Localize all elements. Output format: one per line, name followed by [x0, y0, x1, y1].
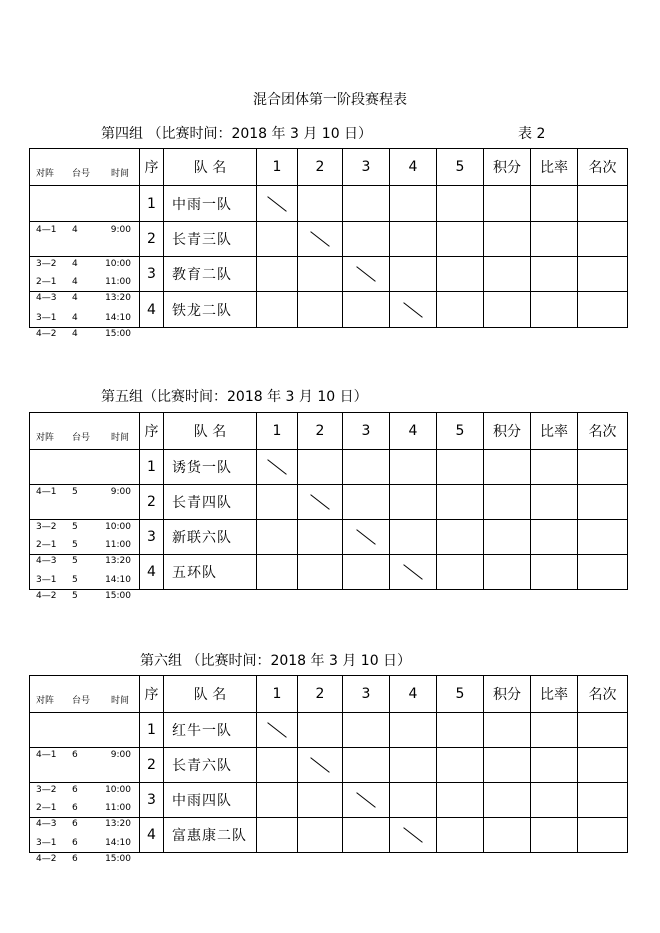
diagonal-cell: [298, 748, 343, 783]
match-info-cell: 4—1 5 9:00: [30, 450, 140, 485]
header-row: [30, 413, 628, 450]
round-header: 4: [390, 676, 437, 713]
ratio-header: 比率: [531, 413, 578, 450]
group-heading: 第六组 （比赛时间：2018 年 3 月 10 日）: [140, 653, 412, 669]
match-info-header: 对阵 台号 时间: [30, 413, 140, 450]
schedule-table: [29, 148, 628, 339]
table-label: 表 2: [518, 126, 546, 142]
match-info-cell: 3—1 4 14:10 4—2 4 15:00: [30, 292, 140, 328]
round-header: 5: [437, 676, 484, 713]
team-name: 诱货一队: [164, 450, 257, 485]
round-header: 3: [343, 149, 390, 186]
team-header: 队 名: [164, 676, 257, 713]
ratio-header: 比率: [531, 676, 578, 713]
team-name: 长青三队: [164, 222, 257, 257]
seq-cell: 4: [140, 818, 164, 853]
ratio-header: 比率: [531, 149, 578, 186]
seq-header: 序: [140, 676, 164, 713]
round-header: 2: [298, 676, 343, 713]
match-info-cell: 3—1 6 14:10 4—2 6 15:00: [30, 818, 140, 853]
round-header: 3: [343, 676, 390, 713]
team-name: 中雨一队: [164, 186, 257, 222]
seq-header: 序: [140, 149, 164, 186]
diagonal-cell: [298, 485, 343, 520]
team-header: 队 名: [164, 149, 257, 186]
round-header: 1: [257, 676, 298, 713]
diagonal-cell: [390, 555, 437, 590]
points-header: 积分: [484, 149, 531, 186]
round-header: 5: [437, 413, 484, 450]
rank-header: 名次: [578, 413, 628, 450]
team-name: 富惠康二队: [164, 818, 257, 853]
rank-header: 名次: [578, 676, 628, 713]
table-row: [30, 713, 628, 748]
round-header: 5: [437, 149, 484, 186]
round-header: 2: [298, 413, 343, 450]
team-name: 中雨四队: [164, 783, 257, 818]
seq-cell: 1: [140, 186, 164, 222]
match-info-cell: 2—1 6 11:00 4—3 6 13:20: [30, 783, 140, 818]
group-heading: 第四组 （比赛时间：2018 年 3 月 10 日）: [101, 126, 373, 142]
points-header: 积分: [484, 413, 531, 450]
seq-cell: 3: [140, 257, 164, 292]
round-header: 3: [343, 413, 390, 450]
group-heading: 第五组（比赛时间：2018 年 3 月 10 日）: [101, 389, 368, 405]
diagonal-cell: [390, 292, 437, 328]
round-header: 4: [390, 413, 437, 450]
seq-cell: 4: [140, 555, 164, 590]
points-header: 积分: [484, 676, 531, 713]
seq-cell: 4: [140, 292, 164, 328]
seq-header: 序: [140, 413, 164, 450]
team-name: 教育二队: [164, 257, 257, 292]
seq-cell: 1: [140, 713, 164, 748]
team-name: 新联六队: [164, 520, 257, 555]
diagonal-cell: [257, 186, 298, 222]
team-header: 队 名: [164, 413, 257, 450]
match-info-cell: 4—1 6 9:00: [30, 713, 140, 748]
table-row: [30, 186, 628, 222]
diagonal-cell: [343, 783, 390, 818]
seq-cell: 3: [140, 783, 164, 818]
page-title: 混合团体第一阶段赛程表: [253, 92, 407, 108]
header-row: [30, 676, 628, 713]
round-header: 4: [390, 149, 437, 186]
diagonal-cell: [257, 450, 298, 485]
seq-cell: 3: [140, 520, 164, 555]
seq-cell: 1: [140, 450, 164, 485]
rank-header: 名次: [578, 149, 628, 186]
team-name: 铁龙二队: [164, 292, 257, 328]
match-info-cell: 3—2 5 10:00: [30, 485, 140, 520]
header-row: [30, 149, 628, 186]
match-info-header: 对阵 台号 时间: [30, 676, 140, 713]
team-name: 五环队: [164, 555, 257, 590]
diagonal-cell: [343, 257, 390, 292]
match-info-header: 对阵 台号 时间: [30, 149, 140, 186]
seq-cell: 2: [140, 748, 164, 783]
schedule-table: [29, 412, 628, 601]
diagonal-cell: [343, 520, 390, 555]
schedule-table: [29, 675, 628, 864]
diagonal-cell: [390, 818, 437, 853]
match-info-cell: 3—1 5 14:10 4—2 5 15:00: [30, 555, 140, 590]
match-info-cell: 3—2 4 10:00: [30, 222, 140, 257]
seq-cell: 2: [140, 485, 164, 520]
team-name: 长青六队: [164, 748, 257, 783]
diagonal-cell: [257, 713, 298, 748]
diagonal-cell: [298, 222, 343, 257]
round-header: 1: [257, 149, 298, 186]
match-info-cell: 4—1 4 9:00: [30, 186, 140, 222]
match-info-cell: 3—2 6 10:00: [30, 748, 140, 783]
table-row: [30, 450, 628, 485]
team-name: 长青四队: [164, 485, 257, 520]
match-info-cell: 2—1 5 11:00 4—3 5 13:20: [30, 520, 140, 555]
round-header: 2: [298, 149, 343, 186]
round-header: 1: [257, 413, 298, 450]
seq-cell: 2: [140, 222, 164, 257]
match-info-cell: 2—1 4 11:00 4—3 4 13:20: [30, 257, 140, 292]
team-name: 红牛一队: [164, 713, 257, 748]
